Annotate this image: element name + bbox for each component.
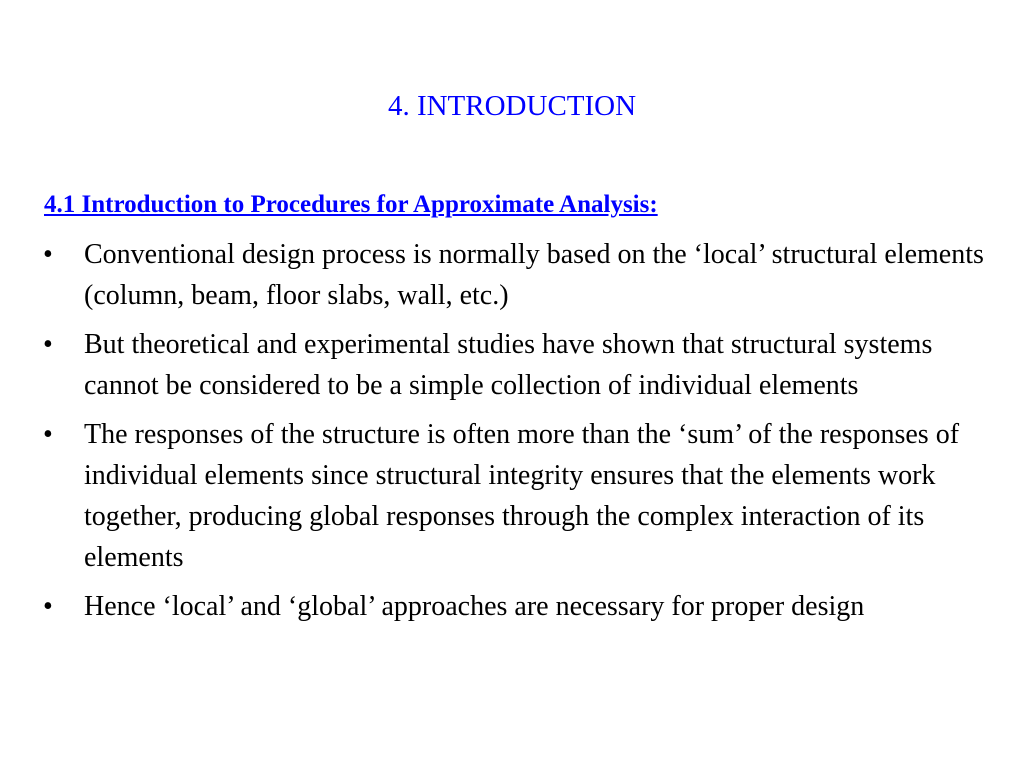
bullet-list — [40, 234, 1000, 635]
slide-title: 4. INTRODUCTION — [387, 90, 637, 122]
bullet-icon: • — [43, 239, 53, 270]
bullet-text: But theoretical and experimental studies have shown that structural systems cannot be considered to be a simple collection of individual elements — [84, 329, 933, 401]
list-item — [40, 324, 1000, 406]
bullet-icon: • — [43, 329, 53, 360]
bullet-text: The responses of the structure is often more than the ‘sum’ of the responses of individual elements since structural integrity ensures that the elements work together, producing global responses through the complex interaction of its elements — [84, 419, 960, 573]
list-item — [40, 586, 1000, 627]
list-item — [40, 234, 1000, 316]
section-heading: 4.1 Introduction to Procedures for Approximate Analysis: — [44, 191, 658, 218]
bullet-icon: • — [43, 591, 53, 622]
bullet-text: Hence ‘local’ and ‘global’ approaches are necessary for proper design — [84, 591, 865, 622]
list-item — [40, 414, 1000, 578]
bullet-text: Conventional design process is normally based on the ‘local’ structural elements (column, beam, floor slabs, wall, etc.) — [84, 239, 984, 311]
bullet-icon: • — [43, 419, 53, 450]
